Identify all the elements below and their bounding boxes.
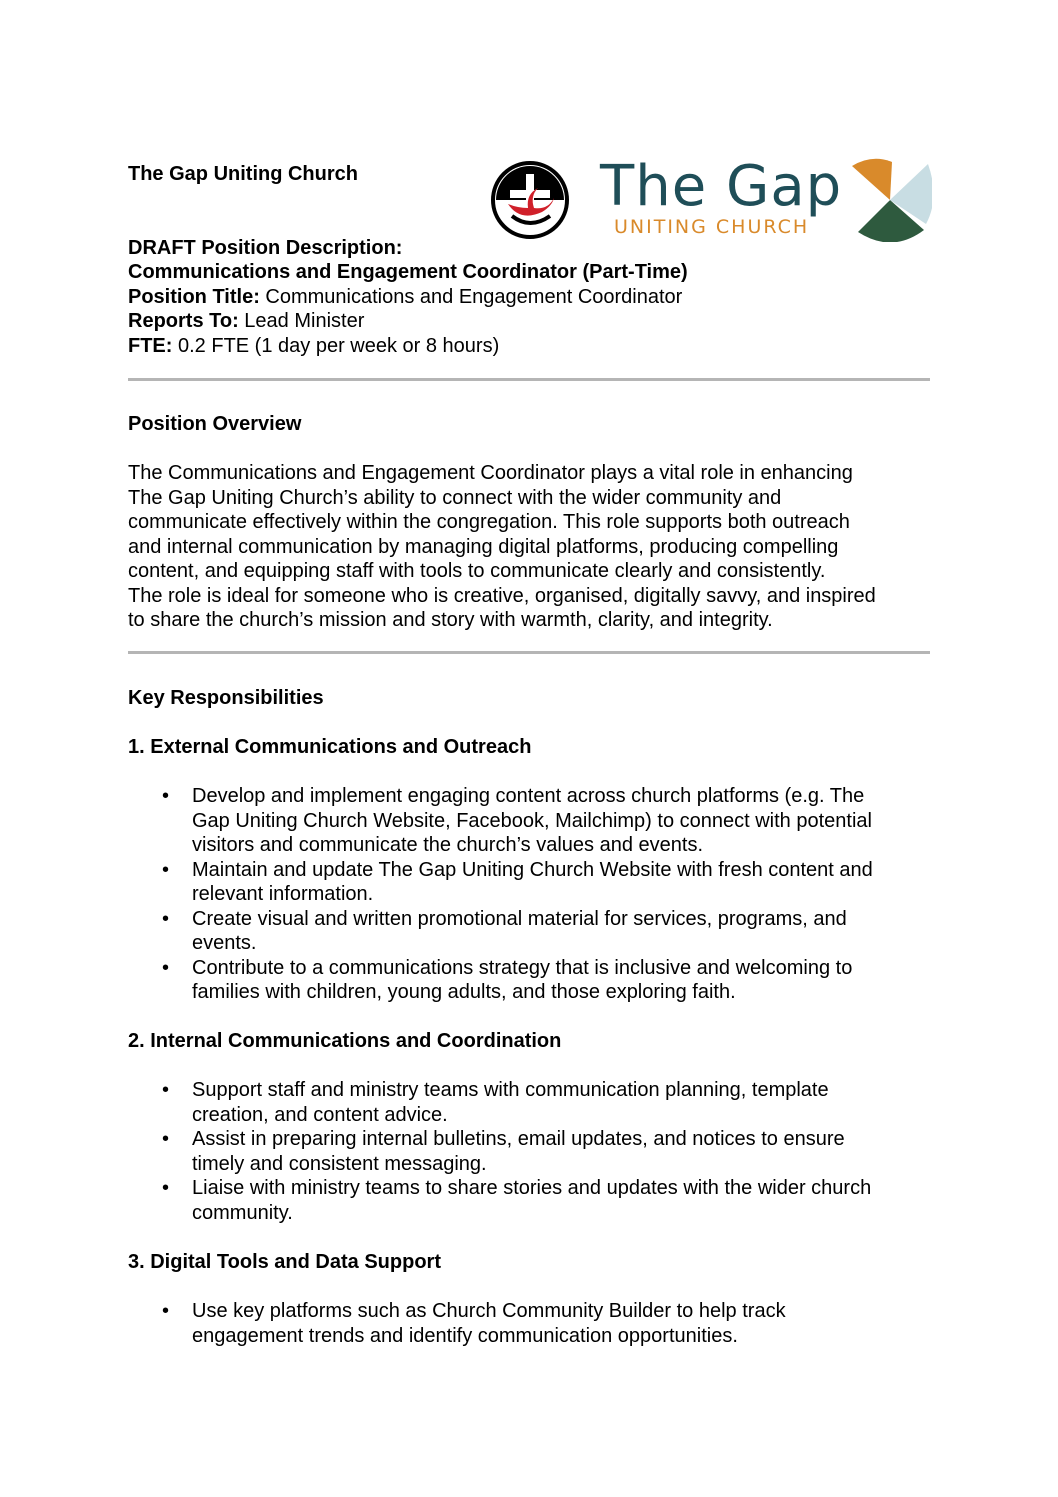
list-item: [0, 1127, 871, 1176]
list-item-line: events.: [192, 932, 257, 954]
list-item-line: Maintain and update The Gap Uniting Church Website with fresh content and: [192, 858, 873, 881]
role-heading: Communications and Engagement Coordinator (Part-Time): [128, 261, 688, 283]
list-item: [0, 784, 873, 858]
list-item-line: visitors and communicate the church’s values and events.: [192, 834, 704, 856]
overview-line: The Communications and Engagement Coordinator plays a vital role in enhancing: [128, 462, 853, 484]
bullet-icon: •: [162, 1300, 170, 1322]
list-item: [0, 1078, 871, 1127]
reports-to-value: Lead Minister: [238, 310, 365, 332]
bullet-icon: •: [162, 1177, 170, 1199]
bullet-list-digital: [0, 1299, 786, 1348]
list-item-line: families with children, young adults, and those exploring faith.: [192, 981, 736, 1003]
logo-subtitle: UNITING CHURCH: [614, 216, 810, 238]
position-title-value: Communications and Engagement Coordinator: [259, 286, 683, 308]
list-item: [0, 1299, 786, 1348]
reports-to-row: [128, 309, 364, 334]
section-divider: [128, 651, 930, 654]
uniting-church-emblem-icon: [490, 160, 570, 240]
list-item-line: Develop and implement engaging content across church platforms (e.g. The: [192, 785, 865, 807]
list-item-line: Gap Uniting Church Website, Facebook, Mailchimp) to connect with potential: [192, 809, 872, 832]
reports-to-label: Reports To:: [128, 310, 239, 332]
overview-line: communicate effectively within the congregation. This role supports both outreach: [128, 511, 850, 533]
list-item-line: community.: [192, 1201, 293, 1224]
bullet-icon: •: [162, 1128, 170, 1150]
list-item-line: Use key platforms such as Church Community Builder to help track: [192, 1300, 786, 1322]
overview-line: The Gap Uniting Church’s ability to connect with the wider community and: [128, 486, 782, 509]
section-divider: [128, 378, 930, 381]
section-title-digital: 3. Digital Tools and Data Support: [128, 1251, 441, 1273]
fte-value: 0.2 FTE (1 day per week or 8 hours): [172, 335, 500, 357]
bullet-icon: •: [162, 858, 170, 881]
bullet-icon: •: [162, 1079, 170, 1101]
list-item-line: relevant information.: [192, 883, 374, 905]
list-item-line: timely and consistent messaging.: [192, 1152, 487, 1175]
overview-paragraph: [128, 461, 938, 633]
overview-line: and internal communication by managing digital platforms, producing compelling: [128, 535, 839, 558]
overview-line: content, and equipping staff with tools to communicate clearly and consistently.: [128, 560, 826, 582]
responsibilities-heading: Key Responsibilities: [128, 687, 324, 709]
section-title-internal: 2. Internal Communications and Coordination: [128, 1030, 562, 1052]
organization-name: The Gap Uniting Church: [128, 163, 358, 185]
list-item-line: engagement trends and identify communication opportunities.: [192, 1324, 738, 1347]
overview-heading: Position Overview: [128, 413, 302, 435]
list-item-line: Create visual and written promotional material for services, programs, and: [192, 907, 847, 930]
list-item: [0, 858, 873, 907]
bullet-icon: •: [162, 785, 170, 807]
list-item-line: Liaise with ministry teams to share stories and updates with the wider church: [192, 1177, 872, 1199]
bullet-list-internal: [0, 1078, 871, 1225]
church-logo: [490, 154, 935, 243]
logo-wordmark: The Gap: [600, 154, 843, 219]
list-item-line: creation, and content advice.: [192, 1103, 448, 1126]
overview-line: to share the church’s mission and story with warmth, clarity, and integrity.: [128, 609, 773, 631]
list-item: [0, 907, 873, 956]
bullet-list-external: [0, 784, 873, 1005]
overview-line: The role is ideal for someone who is creative, organised, digitally savvy, and inspired: [128, 584, 876, 607]
list-item-line: Assist in preparing internal bulletins, email updates, and notices to ensure: [192, 1128, 845, 1150]
bullet-icon: •: [162, 907, 170, 930]
fte-label: FTE:: [128, 335, 173, 357]
draft-label: DRAFT Position Description:: [128, 237, 403, 259]
list-item-line: Support staff and ministry teams with communication planning, template: [192, 1079, 829, 1101]
bullet-icon: •: [162, 956, 170, 979]
position-title-row: [128, 285, 682, 310]
list-item: [0, 956, 873, 1005]
section-title-external: 1. External Communications and Outreach: [128, 736, 532, 758]
logo-cross-mark-icon: [848, 158, 932, 242]
list-item-line: Contribute to a communications strategy that is inclusive and welcoming to: [192, 956, 853, 979]
position-title-label: Position Title:: [128, 286, 260, 308]
list-item: [0, 1176, 871, 1225]
fte-row: [128, 334, 499, 359]
